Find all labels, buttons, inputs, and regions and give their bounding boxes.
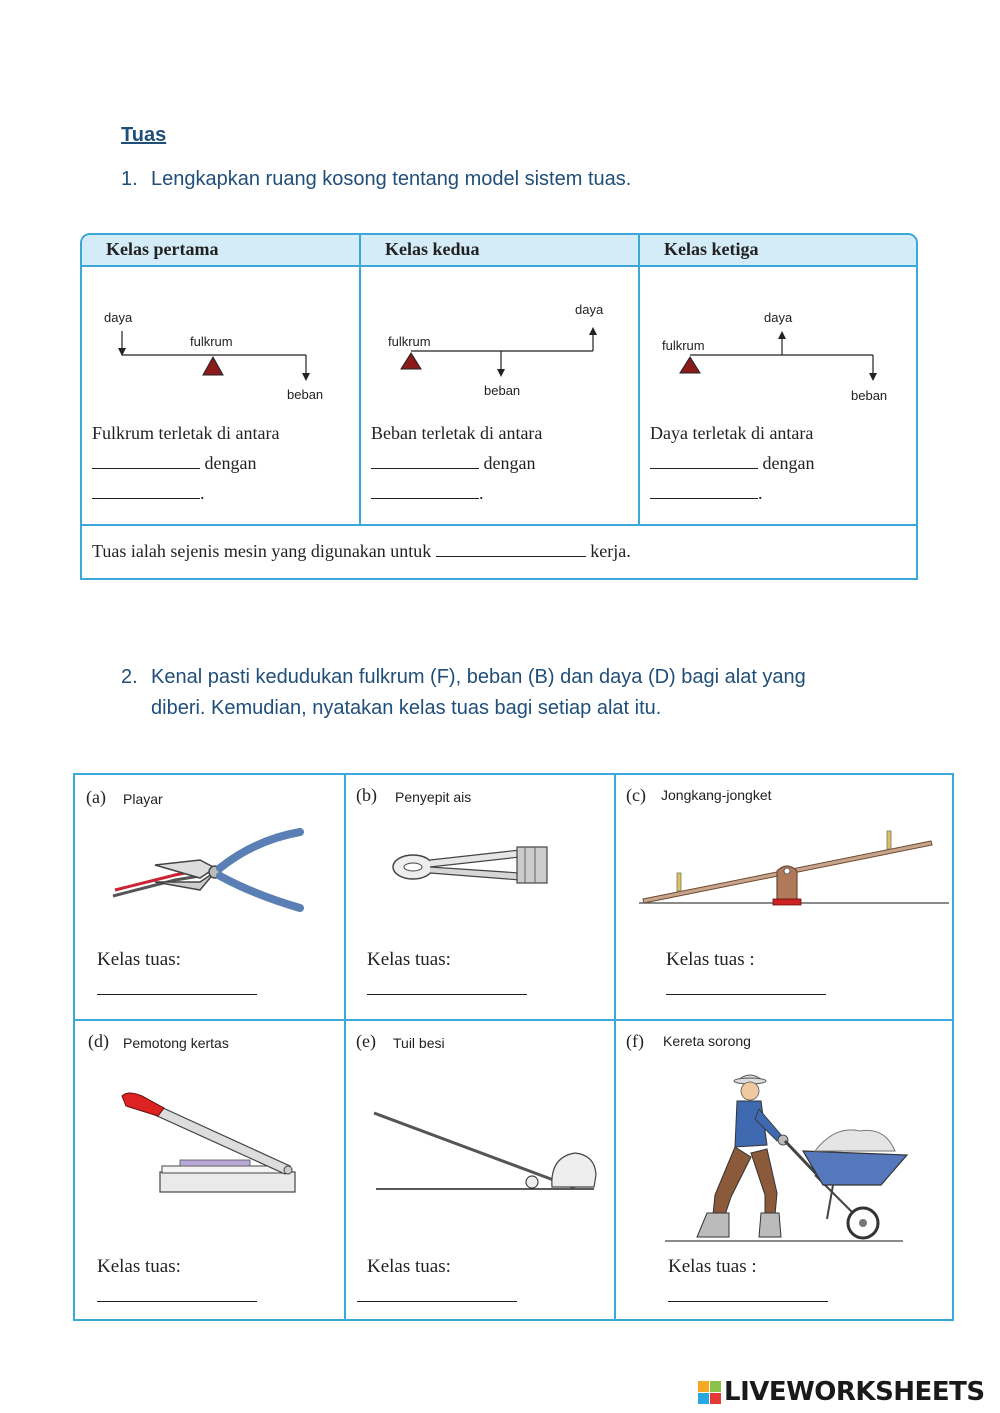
question-2-number: 2.	[121, 666, 138, 688]
kelas-tuas-label: Kelas tuas:	[367, 949, 451, 970]
liveworksheets-logo-icon	[698, 1381, 722, 1405]
answer-line[interactable]	[97, 1301, 257, 1302]
crowbar-icon	[370, 1105, 600, 1195]
label-daya: daya	[764, 310, 793, 325]
blank-field[interactable]	[650, 482, 758, 499]
column-divider	[344, 775, 346, 1319]
item-letter: (d)	[88, 1031, 109, 1051]
label-beban: beban	[287, 387, 324, 402]
logo-text: LIVEWORKSHEETS	[724, 1377, 985, 1407]
lever-definition-statement: Tuas ialah sejenis mesin yang digunakan untuk kerja.	[92, 541, 631, 561]
item-letter: (e)	[356, 1031, 376, 1051]
blank-field[interactable]	[371, 452, 479, 469]
lever-classes-table	[80, 233, 918, 580]
item-name-playar: Playar	[123, 791, 163, 807]
blank-field[interactable]	[436, 540, 586, 557]
header-second-class: Kelas kedua	[361, 235, 638, 267]
liveworksheets-logo	[698, 1377, 994, 1409]
blank-field[interactable]	[92, 482, 200, 499]
column-divider	[614, 775, 616, 1319]
kelas-tuas-label: Kelas tuas:	[97, 1256, 181, 1277]
answer-line[interactable]	[97, 994, 257, 995]
answer-line[interactable]	[666, 994, 826, 995]
label-fulkrum: fulkrum	[662, 338, 705, 353]
column-divider	[359, 235, 361, 525]
item-name-tuil-besi: Tuil besi	[393, 1035, 445, 1051]
label-daya: daya	[104, 310, 133, 325]
header-first-class: Kelas pertama	[82, 235, 359, 267]
item-letter: (c)	[626, 785, 646, 805]
answer-line[interactable]	[668, 1301, 828, 1302]
label-beban: beban	[484, 383, 521, 398]
label-daya: daya	[575, 302, 604, 317]
answer-line[interactable]	[367, 994, 527, 995]
row-divider	[75, 1019, 952, 1021]
header-third-class: Kelas ketiga	[640, 235, 916, 267]
tools-table	[73, 773, 954, 1321]
row-divider	[82, 524, 916, 526]
third-class-statement: Daya terletak di antara dengan .	[650, 423, 815, 503]
paper-cutter-icon	[120, 1090, 310, 1200]
item-letter: (a)	[86, 787, 106, 807]
question-1-text: Lengkapkan ruang kosong tentang model sistem tuas.	[151, 168, 632, 190]
kelas-tuas-label: Kelas tuas :	[668, 1256, 757, 1277]
blank-field[interactable]	[371, 482, 479, 499]
question-1-number: 1.	[121, 168, 138, 190]
answer-line[interactable]	[357, 1301, 517, 1302]
item-name-kereta-sorong: Kereta sorong	[663, 1033, 751, 1049]
question-2-text: Kenal pasti kedudukan fulkrum (F), beban (B) dan daya (D) bagi alat yang diberi. Kemudian, nyatakan kelas tuas bagi setiap alat itu.	[151, 666, 806, 719]
item-letter: (f)	[626, 1031, 644, 1051]
kelas-tuas-label: Kelas tuas :	[666, 949, 755, 970]
item-name-penyepit-ais: Penyepit ais	[395, 789, 472, 805]
label-fulkrum: fulkrum	[190, 334, 233, 349]
blank-field[interactable]	[92, 452, 200, 469]
column-divider	[638, 235, 640, 525]
label-beban: beban	[851, 388, 888, 403]
label-fulkrum: fulkrum	[388, 334, 431, 349]
item-letter: (b)	[356, 785, 377, 805]
second-class-statement: Beban terletak di antara dengan .	[371, 423, 543, 503]
ice-tongs-icon	[385, 835, 560, 895]
wheelbarrow-worker-icon	[655, 1065, 915, 1245]
item-name-pemotong-kertas: Pemotong kertas	[123, 1035, 229, 1051]
seesaw-icon	[635, 825, 955, 910]
kelas-tuas-label: Kelas tuas:	[367, 1256, 451, 1277]
section-title: Tuas	[121, 124, 167, 146]
item-name-jongkang-jongket: Jongkang-jongket	[661, 787, 772, 803]
kelas-tuas-label: Kelas tuas:	[97, 949, 181, 970]
blank-field[interactable]	[650, 452, 758, 469]
first-class-statement: Fulkrum terletak di antara dengan .	[92, 423, 280, 503]
pliers-icon	[105, 820, 315, 920]
